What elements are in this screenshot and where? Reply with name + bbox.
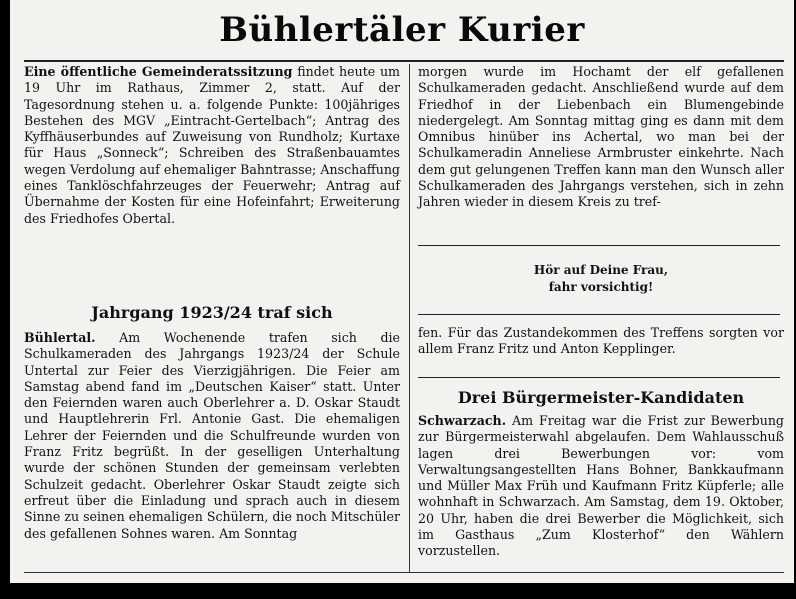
headline-class-reunion: Jahrgang 1923/24 traf sich [91, 303, 333, 322]
article-class-reunion-end [418, 325, 784, 358]
article-council-meeting [24, 64, 400, 227]
headline-mayor-candidates: Drei Bürgermeister-Kandidaten [457, 388, 745, 407]
masthead: Bühlertäler Kurier [219, 10, 585, 50]
article-text: findet heute um 19 Uhr im Rathaus, Zimmer 2, statt. Auf der Tagesordnung stehen u. a. folgende Punkte: 100jähriges Bestehen des MGV „Eintracht-Gertelbach“; Antrag des Kyffhäuserbundes auf Zuweisung von Rundholz; Kurtaxe für Haus „Sonneck“; Schreiben des Straßenbauamtes wegen Verdolung auf ehemaliger Bahntrasse; Anschaffung eines Tanklöschfahrzeuges der Feuerwehr; Antrag auf Übernahme der Kosten für eine Hofeinfahrt; Erweiterung des Friedhofes Obertal. [24, 64, 400, 226]
article-class-reunion [24, 330, 400, 542]
article-lead: Schwarzach. [418, 413, 507, 428]
article-text: morgen wurde im Hochamt der elf gefallenen Schulkameraden gedacht. Anschließend wurde auf dem Friedhof in der Liebenbach ein Blumengebinde niedergelegt. Am Sonntag mittag ging es dann mit dem Omnibus hinüber ins Achertal, wo man bei der Schulkameradin Anneliese Armbruster einkehrte. Nach dem gut gelungenen Treffen kann man den Wunsch aller Schulkameraden des Jahrgangs verstehen, sich in zehn Jahren wieder in diesem Kreis zu tref- [418, 64, 784, 210]
divider-rule [418, 245, 780, 246]
article-lead: Eine öffentliche Gemeinderatssitzung [24, 64, 293, 79]
newspaper-page [10, 0, 794, 583]
notice-line: fahr vorsichtig! [548, 280, 654, 294]
divider-rule [418, 314, 780, 315]
article-text: fen. Für das Zustandekommen des Treffens sorgten vor allem Franz Fritz und Anton Kepplinger. [418, 325, 784, 357]
masthead-rule [24, 60, 784, 62]
safety-notice [418, 262, 784, 296]
bottom-rule [24, 572, 784, 573]
article-text: Am Wochenende trafen sich die Schulkameraden des Jahrgangs 1923/24 der Schule Untertal zur Feier des Vierzigjährigen. Die Feier am Samstag abend fand im „Deutschen Kaiser“ statt. Unter den Feiernden waren auch Oberlehrer a. D. Oskar Staudt und Hauptlehrerin Frl. Antonie Gast. Die ehemaligen Lehrer der Feiernden und die Schulfreunde wurden von Franz Fritz begrüßt. In der geselligen Unterhaltung wurde der schönen Stunden der gemeinsam verlebten Schulzeit gedacht. Oberlehrer Oskar Staudt zeigte sich erfreut über die Einladung und sprach auch in diesem Sinne zu seinen ehemaligen Schülern, die noch Mitschüler des gefallenen Sohnes waren. Am Sonntag [24, 330, 401, 541]
article-mayor-candidates [418, 413, 784, 560]
column-divider [409, 64, 410, 572]
notice-line: Hör auf Deine Frau, [533, 263, 669, 277]
article-text: Am Freitag war die Frist zur Bewerbung zur Bürgermeisterwahl abgelaufen. Dem Wahlausschuß lagen drei Bewerbungen vor: vom Verwaltungsangestellten Hans Bohner, Bankkaufmann und Müller Max Früh und Kaufmann Fritz Küpferle; alle wohnhaft in Schwarzach. Am Samstag, dem 19. Oktober, 20 Uhr, haben die drei Bewerber die Möglichkeit, sich im Gasthaus „Zum Klosterhof“ den Wählern vorzustellen. [418, 413, 784, 559]
article-class-reunion-continued [418, 64, 784, 211]
divider-rule [418, 377, 780, 378]
article-lead: Bühlertal. [24, 330, 96, 345]
